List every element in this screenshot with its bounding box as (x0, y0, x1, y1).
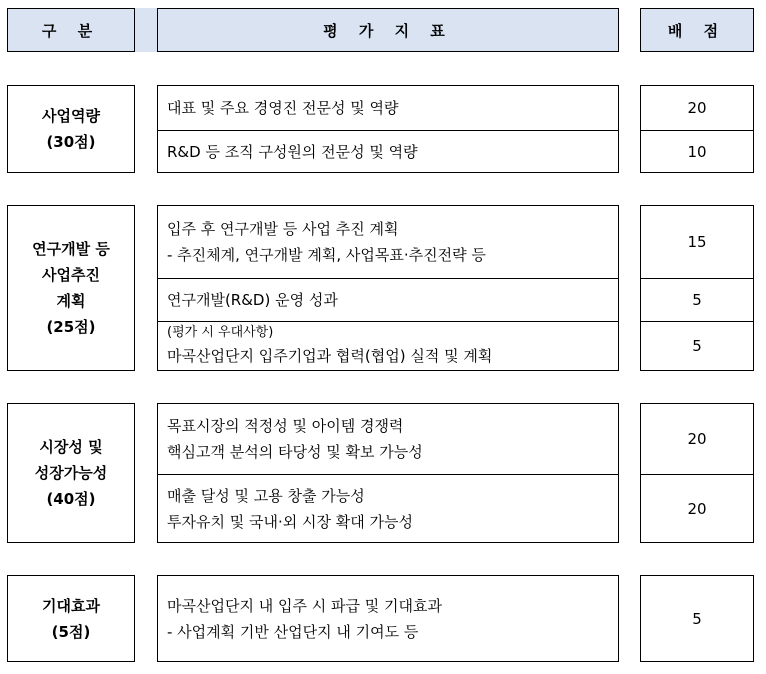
score-value: 5 (641, 321, 753, 370)
indicator-text: (평가 시 우대사항) (167, 325, 274, 340)
category-label-line: (40점) (46, 490, 96, 508)
indicator-row (158, 86, 618, 130)
category-label-line: 계획 (56, 292, 86, 310)
category-cell (7, 575, 135, 662)
indicator-row (158, 278, 618, 321)
indicator-cell (157, 575, 619, 662)
indicator-row (158, 404, 618, 474)
indicator-text: 입주 후 연구개발 등 사업 추진 계획 (167, 220, 399, 238)
category-label-line: (30점) (46, 133, 96, 151)
score-cell (640, 85, 754, 173)
indicator-text: 목표시장의 적정성 및 아이템 경쟁력 (167, 417, 404, 435)
score-value: 15 (687, 233, 707, 251)
indicator-text: 투자유치 및 국내·외 시장 확대 가능성 (167, 512, 413, 531)
score-value: 20 (641, 474, 753, 542)
score-cell (640, 403, 754, 543)
indicator-text: 마곡산업단지 내 입주 시 파급 및 기대효과 (167, 596, 442, 615)
category-cell (7, 403, 135, 543)
header-category: 구 분 (7, 8, 135, 52)
indicator-cell (157, 85, 619, 173)
indicator-cell (157, 403, 619, 543)
indicator-text: 대표 및 주요 경영진 전문성 및 역량 (167, 99, 399, 117)
category-label-line: (25점) (46, 318, 96, 336)
indicator-row (158, 206, 618, 278)
category-label-line: 기대효과 (42, 596, 100, 615)
score-value: 5 (641, 278, 753, 321)
indicator-text: 마곡산업단지 입주기업과 협력(협업) 실적 및 계획 (167, 347, 493, 365)
category-cell (7, 205, 135, 371)
category-label-line: 연구개발 등 (32, 240, 110, 258)
category-label-line: (5점) (51, 622, 91, 641)
header-gap-shade (135, 8, 157, 52)
indicator-row (158, 321, 618, 370)
indicator-row (158, 474, 618, 542)
indicator-text: 매출 달성 및 고용 창출 가능성 (167, 486, 365, 505)
score-value: 5 (692, 609, 702, 628)
indicator-text: - 추진체계, 연구개발 계획, 사업목표·추진전략 등 (167, 246, 486, 264)
category-label-line: 시장성 및 (39, 438, 103, 456)
indicator-cell (157, 205, 619, 371)
indicator-text: - 사업계획 기반 산업단지 내 기여도 등 (167, 622, 419, 641)
indicator-text: R&D 등 조직 구성원의 전문성 및 역량 (167, 142, 418, 161)
header-indicator: 평 가 지 표 (157, 8, 619, 52)
category-label-line: 성장가능성 (34, 464, 108, 482)
score-value: 10 (641, 130, 753, 172)
score-cell (640, 205, 754, 371)
category-cell (7, 85, 135, 173)
category-label-line: 사업역량 (42, 107, 100, 125)
score-cell (640, 575, 754, 662)
score-value: 20 (687, 99, 707, 117)
indicator-row (158, 130, 618, 172)
header-score: 배 점 (640, 8, 754, 52)
score-value: 20 (687, 430, 707, 448)
indicator-text: 핵심고객 분석의 타당성 및 확보 가능성 (167, 443, 423, 461)
indicator-row (158, 576, 618, 661)
indicator-text: 연구개발(R&D) 운영 성과 (167, 291, 338, 309)
category-label-line: 사업추진 (42, 266, 100, 284)
